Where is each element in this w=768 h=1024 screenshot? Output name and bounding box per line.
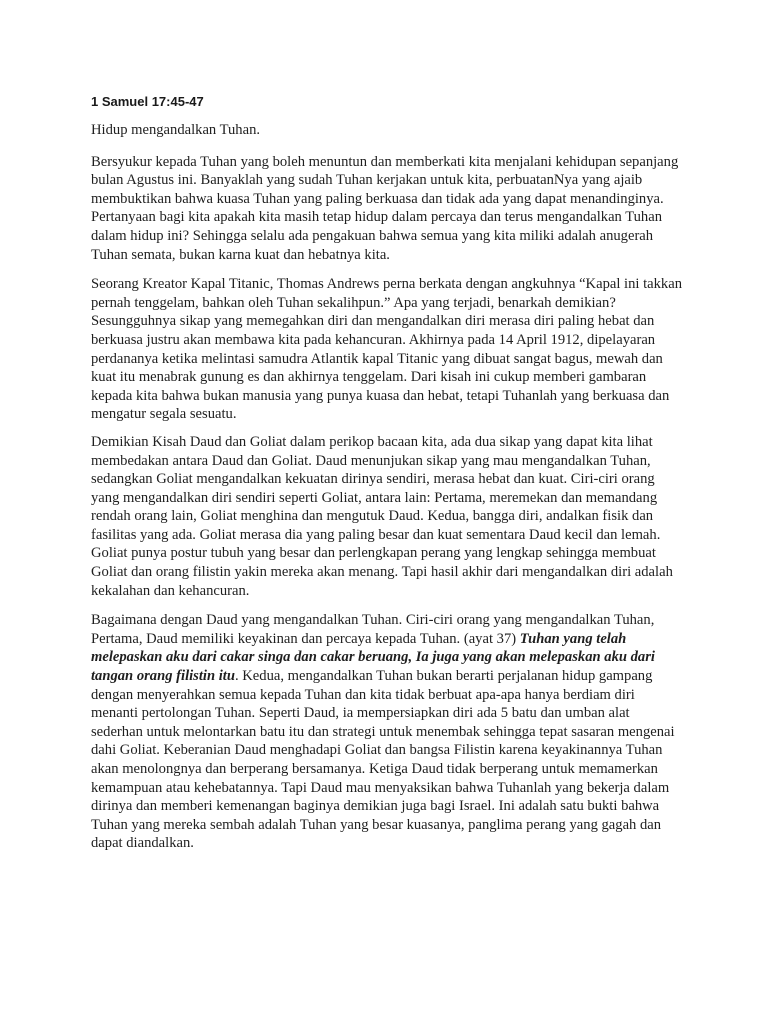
- paragraph-text-after: . Kedua, mengandalkan Tuhan bukan berarti perjalanan hidup gampang dengan menyerahkan semua kepada Tuhan dan kita tidak berbuat apa-apa hanya berdiam diri menanti pertolongan Tuhan. Seperti Daud, ia mempersiapkan diri ada 5 batu dan umban alat sederhan untuk melontarkan batu itu dan strategi untuk menembak sehingga tepat sasaran mengenai dahi Goliat. Keberanian Daud menghadapi Goliat dan bangsa Filistin karena keyakinannya Tuhan akan menolongnya dan berperang bersamanya. Ketiga Daud tidak berperang untuk memamerkan kemampuan atau kehebatannya. Tapi Daud mau menyaksikan bahwa Tuhanlah yang bekerja dalam dirinya dan memberi kemenangan baginya demikian juga bagi Israel. Ini adalah satu bukti bahwa Tuhan yang mereka sembah adalah Tuhan yang besar kuasanya, panglima perang yang gagah dan dapat diandalkan.: [91, 668, 675, 852]
- paragraph-daud-goliat: Demikian Kisah Daud dan Goliat dalam perikop bacaan kita, ada dua sikap yang dapat kita lihat membedakan antara Daud dan Goliat. Daud menunjukan sikap yang mau mengandalkan Tuhan, sedangkan Goliat mengandalkan kekuatan dirinya sendiri, merasa hebat dan kuat. Ciri-ciri orang yang mengandalkan diri sendiri seperti Goliat, antara lain: Pertama, meremekan dan memandang rendah orang lain, Goliat menghina dan mengutuk Daud. Kedua, bangga diri, andalkan fisik dan fasilitas yang ada. Goliat merasa dia yang paling besar dan kuat sementara Daud kecil dan lemah. Goliat punya postur tubuh yang besar dan perlengkapan perang yang lengkap sehingga membuat Goliat dan orang filistin yakin mereka akan menang. Tapi hasil akhir dari mengandalkan diri adalah kekalahan dan kehancuran.: [91, 433, 673, 599]
- scripture-reference-heading: 1 Samuel 17:45-47: [91, 94, 204, 109]
- document-body: [91, 94, 683, 867]
- verse-quote-emphasis: Tuhan yang telah melepaskan aku dari cakar singa dan cakar beruang, Ia juga yang akan melepaskan aku dari tangan orang filistin itu: [91, 630, 655, 685]
- paragraph-titanic: Seorang Kreator Kapal Titanic, Thomas Andrews perna berkata dengan angkuhnya “Kapal ini takkan pernah tenggelam, bahkan oleh Tuhan sekalihpun.” Apa yang terjadi, benarkah demikian? Sesungguhnya sikap yang memegahkan diri dan mengandalkan diri merasa diri paling hebat dan berkuasa justru akan membawa kita pada kehancuran. Akhirnya pada 14 April 1912, dipelayaran perdananya ketika melintasi samudra Atlantik kapal Titanic yang dibuat sangat bagus, mewah dan kuat itu menabrak gunung es dan akhirnya tenggelam. Dari kisah ini cukup memberi gambaran kepada kita bahwa bukan manusia yang punya kuasa dan hebat, tetapi Tuhanlah yang berkuasa dan mengatur segala sesuatu.: [91, 276, 683, 423]
- paragraph-gratitude: Bersyukur kepada Tuhan yang boleh menuntun dan memberkati kita menjalani kehidupan sepanjang bulan Agustus ini. Banyaklah yang sudah Tuhan kerjakan untuk kita, perbuatanNya yang ajaib membuktikan bahwa kuasa Tuhan yang paling berkuasa dan tidak ada yang dapat menandinginya. Pertanyaan bagi kita apakah kita masih tetap hidup dalam percaya dan terus mengandalkan Tuhan dalam hidup ini? Sehingga selalu ada pengakuan bahwa semua yang kita miliki adalah anugerah Tuhan semata, bukan karna kuat dan hebatnya kita.: [91, 153, 679, 263]
- paragraph-text-before: Bagaimana dengan Daud yang mengandalkan Tuhan. Ciri-ciri orang yang mengandalkan Tuhan, Pertama, Daud memiliki keyakinan dan percaya kepada Tuhan. (ayat 37): [91, 612, 655, 647]
- paragraph-mengandalkan-tuhan: [91, 611, 683, 853]
- sermon-title: Hidup mengandalkan Tuhan.: [91, 122, 261, 138]
